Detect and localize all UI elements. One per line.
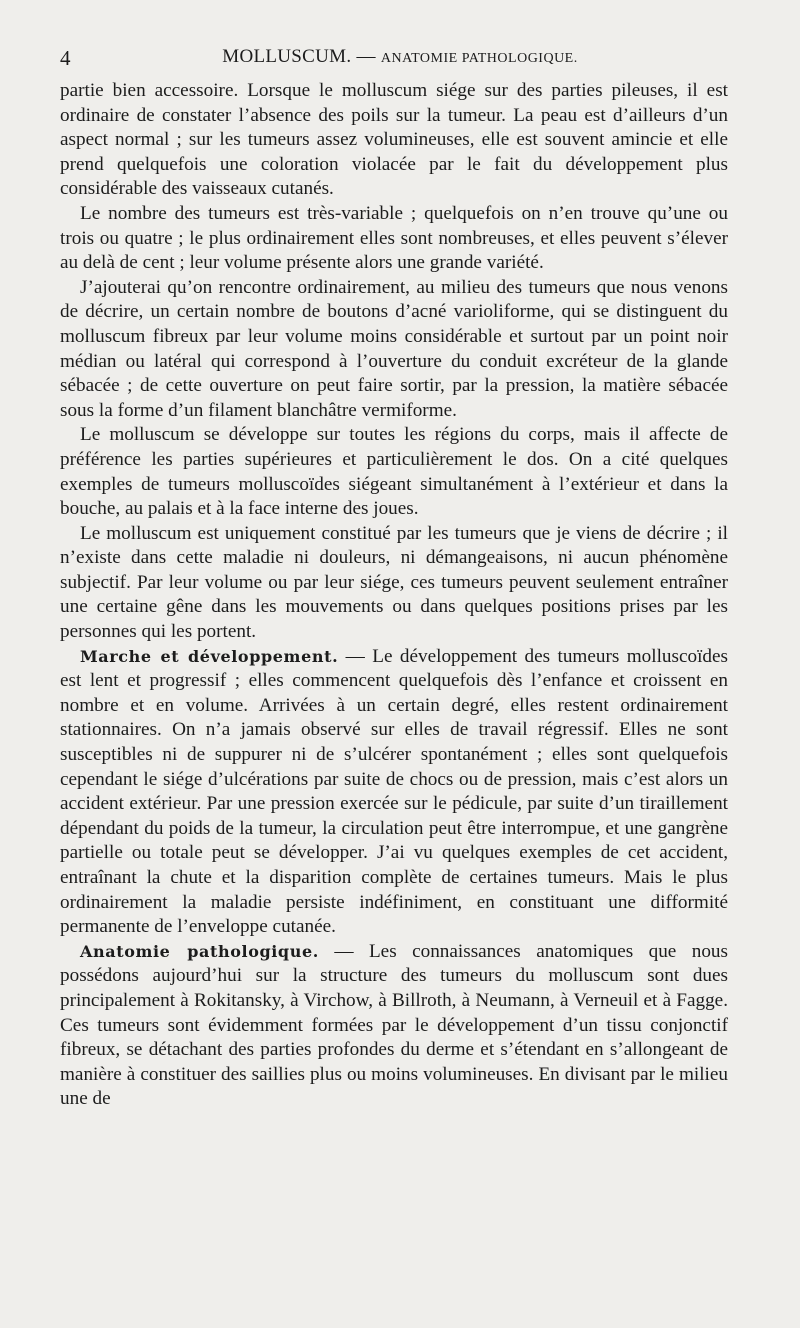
title-separator: — xyxy=(356,46,376,67)
paragraph xyxy=(60,79,728,202)
section-heading-anatomie: Anatomie pathologique. xyxy=(80,941,319,961)
paragraph-text: — Les connaissances anatomiques que nous possédons aujourd’hui sur la structure des tumeurs du molluscum sont dues principalement à Rokitansky, à Virchow, à Billroth, à Neumann, à Verneuil et à Fagge. Ces tumeurs sont évidemment formées par le développement d’un tissu conjonctif fibreux, se détachant des parties profondes du derme et s’étendant en s’allongeant de manière à constituer des saillies plus ou moins volumineuses. En divisant par le milieu une de xyxy=(60,940,728,1110)
paragraph xyxy=(60,522,728,645)
paragraph xyxy=(60,423,728,521)
paragraph-text: Le molluscum se développe sur toutes les régions du corps, mais il affecte de préférence les parties supérieures et particulièrement le dos. On a cité quelques exemples de tumeurs molluscoïdes siégeant simultanément à l’extérieur et dans la bouche, au palais et à la face interne des joues. xyxy=(60,424,728,520)
title-sub: ANATOMIE PATHOLOGIQUE. xyxy=(380,51,578,66)
paragraph xyxy=(60,645,728,940)
section-heading-marche: Marche et développement. xyxy=(80,646,339,666)
body-text xyxy=(60,79,728,1112)
paragraph-text: Le molluscum est uniquement constitué par les tumeurs que je viens de décrire ; il n’existe dans cette maladie ni douleurs, ni démangeaisons, ni aucun phénomène subjectif. Par leur volume ou par leur siége, ces tumeurs peuvent seulement entraîner une certaine gêne dans les mouvements ou dans quelques positions prises par les personnes qui les portent. xyxy=(60,522,728,643)
paragraph-text: J’ajouterai qu’on rencontre ordinairement, au milieu des tumeurs que nous venons de décrire, un certain nombre de boutons d’acné varioliforme, qui se distinguent du molluscum fibreux par leur volume moins considérable et surtout par un point noir médian ou latéral qui correspond à l’ouverture du conduit excréteur de la glande sébacée ; de cette ouverture on peut faire sortir, par la pression, la matière sébacée sous la forme d’un filament blanchâtre vermiforme. xyxy=(60,276,728,421)
title-main: MOLLUSCUM. xyxy=(222,46,352,67)
paragraph xyxy=(60,276,728,424)
paragraph-text: Le nombre des tumeurs est très-variable ; quelquefois on n’en trouve qu’une ou trois ou quatre ; le plus ordinairement elles sont nombreuses, et elles peuvent s’élever au delà de cent ; leur volume présente alors une grande variété. xyxy=(60,202,728,274)
paragraph-text: — Le développement des tumeurs molluscoïdes est lent et progressif ; elles commencent quelquefois dès l’enfance et croissent en nombre et en volume. Arrivées à un certain degré, elles restent ordinairement stationnaires. On n’a jamais observé sur elles de travail régressif. Elles ne sont susceptibles ni de suppurer ni de s’ulcérer spontanément ; elles sont quelquefois cependant le siége d’ulcérations par suite de chocs ou de pression, mais c’est alors un accident extérieur. Par une pression exercée sur le pédicule, par suite d’un tiraillement dépendant du poids de la tumeur, la circulation peut être interrompue, et une gangrène partielle ou totale peut se développer. J’ai vu quelques exemples de cet accident, entraînant la chute et la disparition complète de certaines tumeurs. Mais le plus ordinairement la maladie persiste indéfiniment, en constituant une difformité permanente de l’enveloppe cutanée. xyxy=(60,645,728,938)
paragraph xyxy=(60,940,728,1112)
running-title xyxy=(60,46,740,68)
paragraph xyxy=(60,202,728,276)
page-number: 4 xyxy=(60,46,71,70)
paragraph-text: partie bien accessoire. Lorsque le molluscum siége sur des parties pileuses, il est ordinaire de constater l’absence des poils sur la tumeur. La peau est d’ailleurs d’un aspect normal ; sur les tumeurs assez volumineuses, elle est souvent amincie et elle prend quelquefois une coloration violacée par le fait du développement plus considérable des vaisseaux cutanés. xyxy=(60,80,728,200)
running-header xyxy=(60,46,740,76)
